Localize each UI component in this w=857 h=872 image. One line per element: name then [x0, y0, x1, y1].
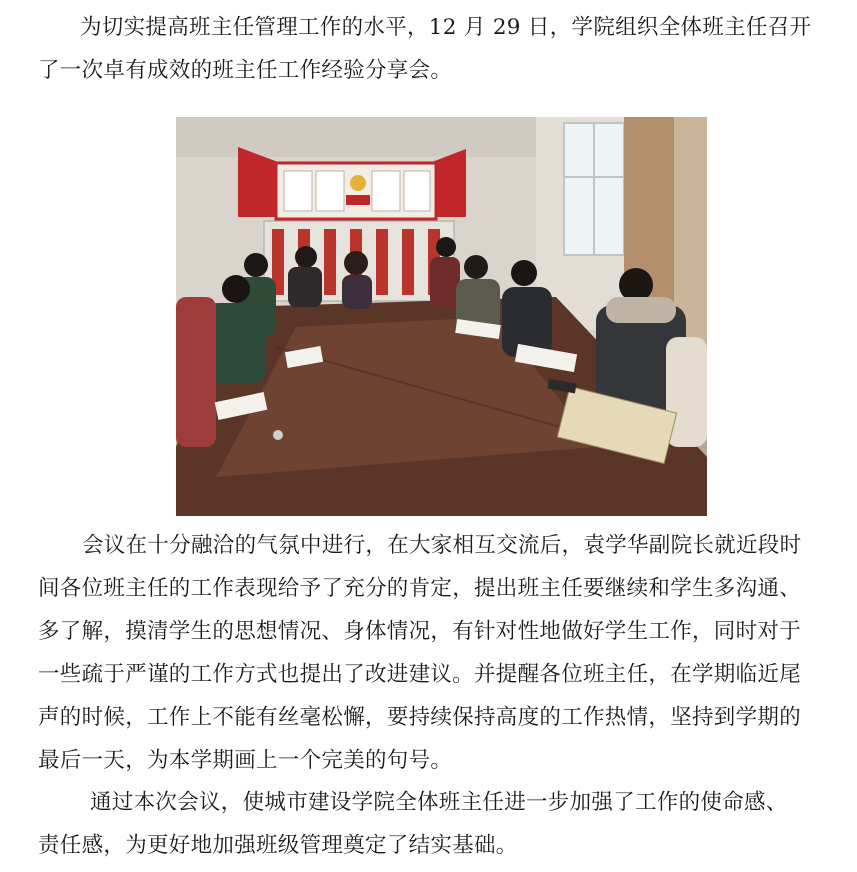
- body-line-2: 间各位班主任的工作表现给予了充分的肯定，提出班主任要继续和学生多沟通、: [38, 576, 802, 601]
- intro-line-1: 为切实提高班主任管理工作的水平，12 月 29 日，学院组织全体班主任召开: [80, 15, 812, 40]
- meeting-photo: [176, 117, 707, 516]
- body-line-6: 最后一天，为本学期画上一个完美的句号。: [38, 748, 453, 773]
- body-paragraph: [38, 524, 850, 782]
- closing-line-2: 责任感，为更好地加强班级管理奠定了结实基础。: [38, 833, 518, 858]
- intro-paragraph: [38, 6, 850, 92]
- body-line-5: 声的时候，工作上不能有丝毫松懈，要持续保持高度的工作热情，坚持到学期的: [38, 705, 802, 730]
- meeting-photo-illustration: [176, 117, 707, 516]
- body-line-4: 一些疏于严谨的工作方式也提出了改进建议。并提醒各位班主任，在学期临近尾: [38, 662, 802, 687]
- intro-line-2: 了一次卓有成效的班主任工作经验分享会。: [38, 58, 453, 83]
- body-line-1: 会议在十分融洽的气氛中进行，在大家相互交流后，袁学华副院长就近段时: [82, 533, 802, 558]
- closing-paragraph: [38, 781, 850, 867]
- body-line-3: 多了解，摸清学生的思想情况、身体情况，有针对性地做好学生工作，同时对于: [38, 619, 802, 644]
- closing-line-1: 通过本次会议，使城市建设学院全体班主任进一步加强了工作的使命感、: [90, 790, 788, 815]
